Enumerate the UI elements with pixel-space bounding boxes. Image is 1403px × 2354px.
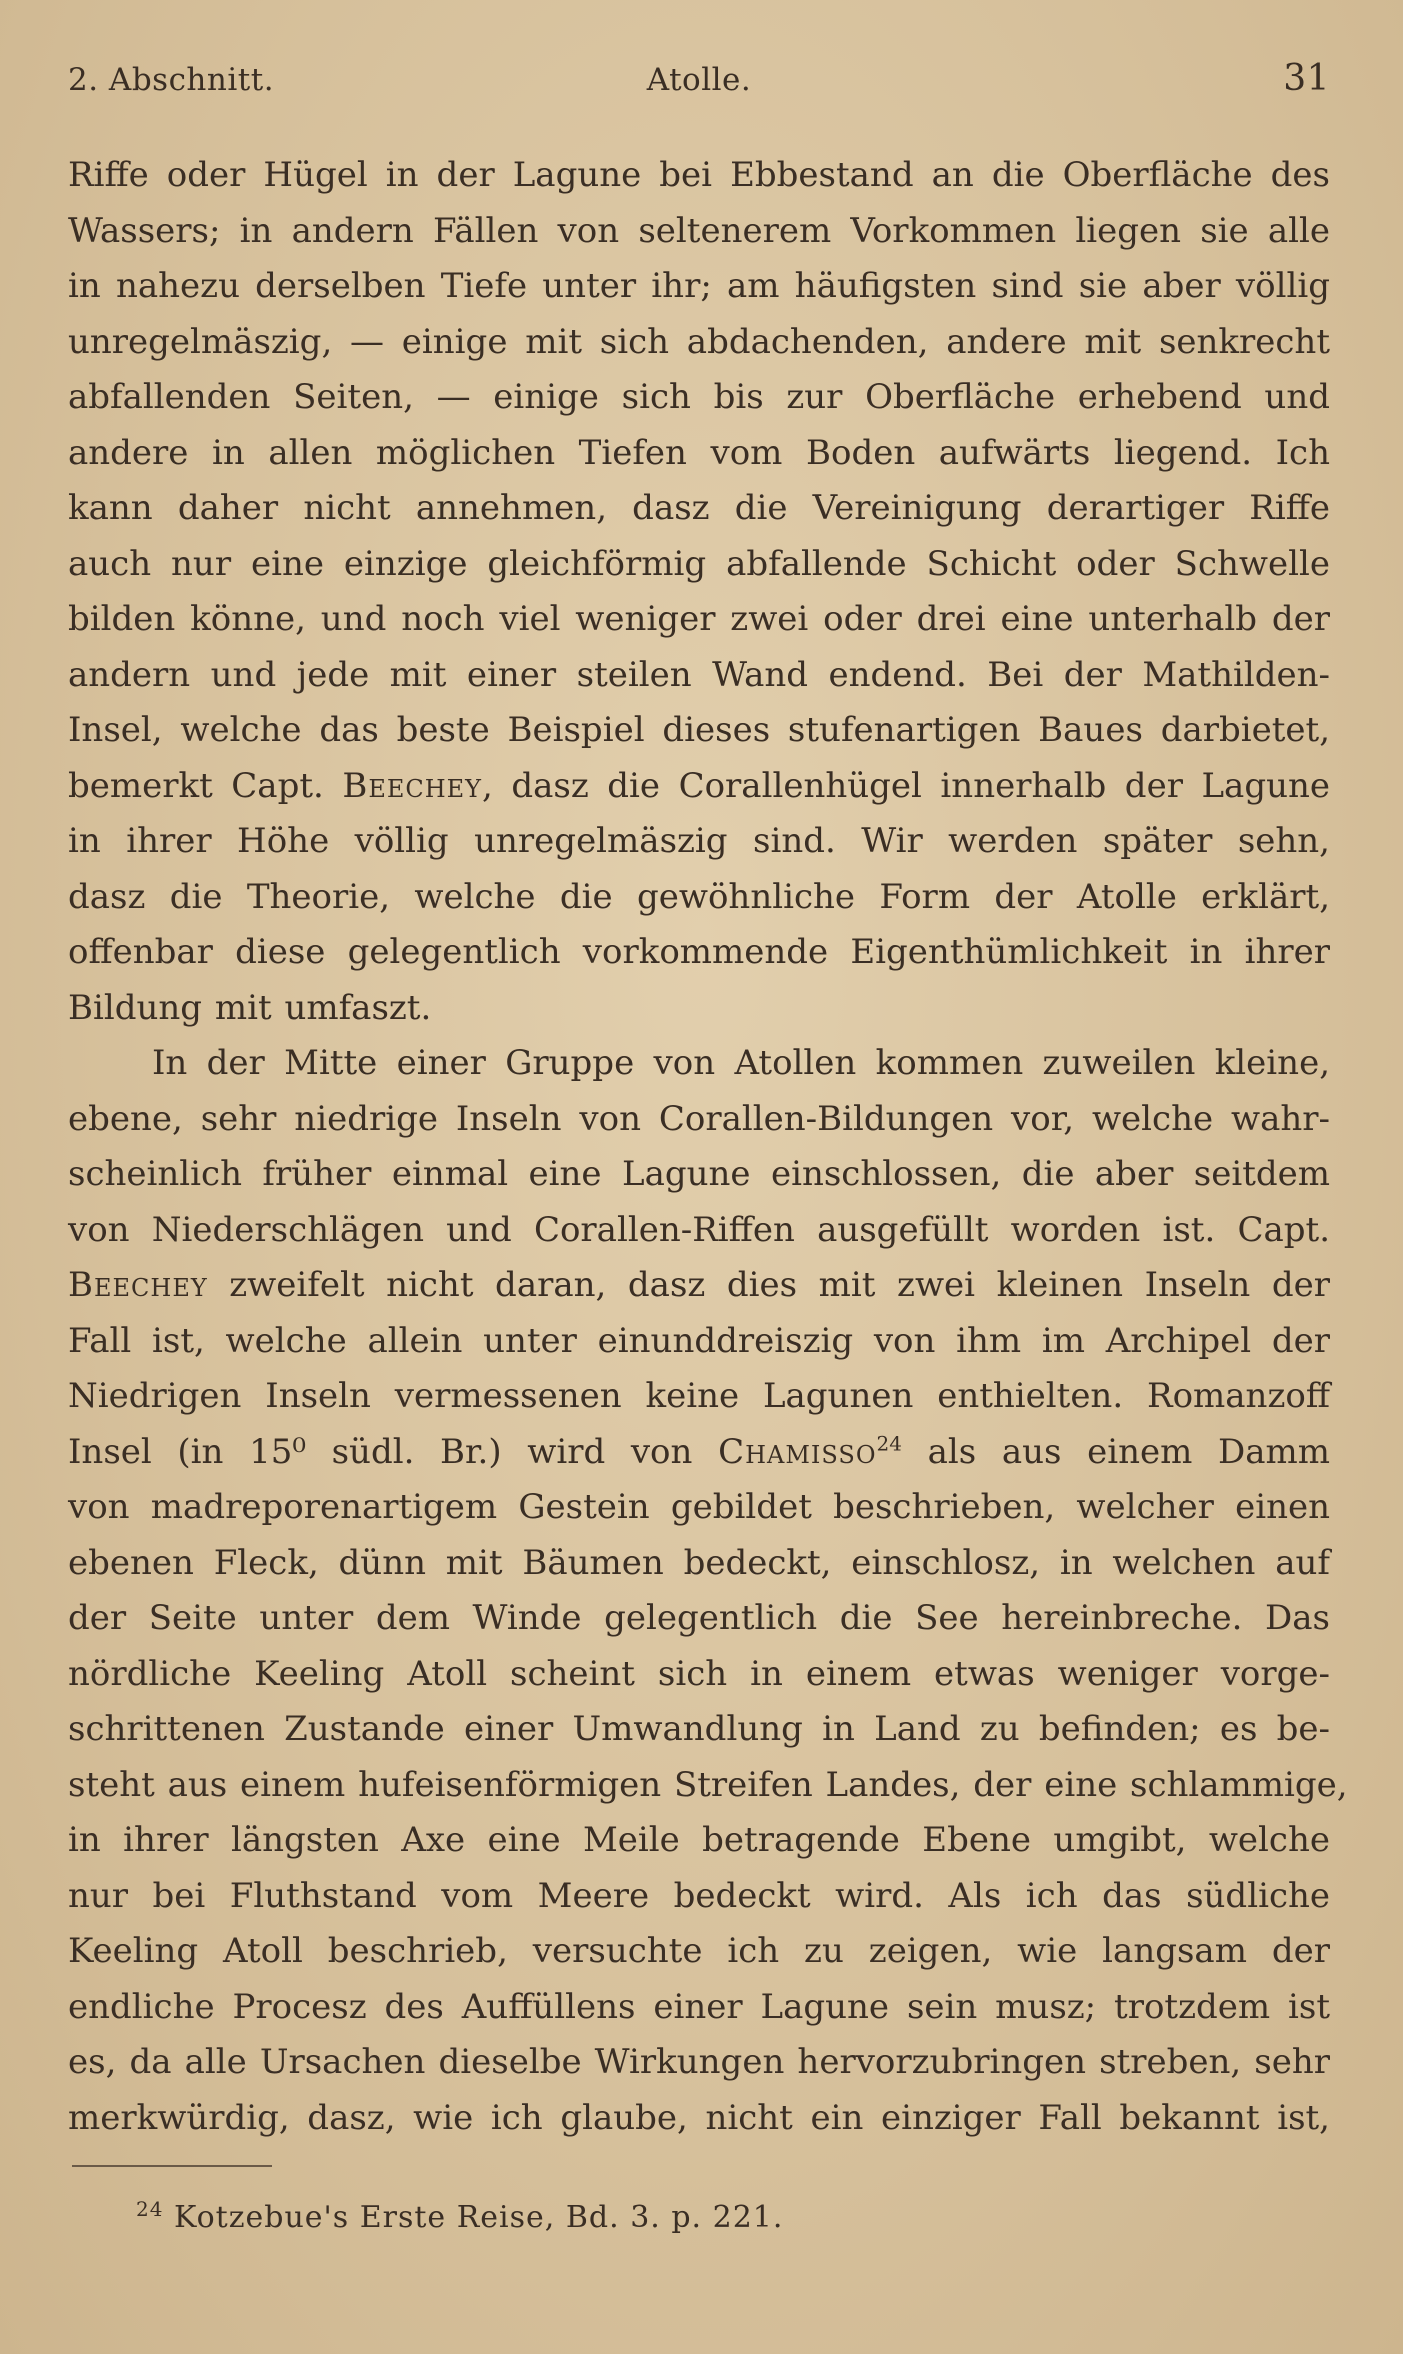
text-line: dasz die Theorie, welche die gewöhnliche Form der Atolle erklärt, <box>68 876 1330 917</box>
body-text <box>68 148 1348 2146</box>
footnote-text: Kotzebue's Erste Reise, Bd. 3. p. 221. <box>163 2200 784 2235</box>
text-fragment: als aus einem Damm <box>901 1431 1330 1472</box>
text-line: in ihrer längsten Axe eine Meile betragende Ebene umgibt, welche <box>68 1820 1330 1860</box>
text-line: bilden könne, und noch viel weniger zwei oder drei eine unterhalb der <box>68 599 1330 639</box>
text-line: endliche Procesz des Auffüllens einer Lagune sein musz; trotzdem ist <box>68 1986 1330 2027</box>
page-number: 31 <box>1283 58 1330 99</box>
text-line: auch nur eine einzige gleichförmig abfallende Schicht oder Schwelle <box>68 543 1330 584</box>
text-line: es, da alle Ursachen dieselbe Wirkungen hervorzubringen streben, sehr <box>68 2042 1330 2082</box>
text-line: kann daher nicht annehmen, dasz die Vereinigung derartiger Riffe <box>68 488 1330 528</box>
text-line <box>68 1258 1330 1314</box>
text-line: in nahezu derselben Tiefe unter ihr; am häufigsten sind sie aber völlig <box>68 266 1330 306</box>
text-line: Bildung mit umfaszt. <box>68 987 432 1028</box>
author-name: Beechey <box>68 1265 208 1305</box>
footnote <box>136 2197 784 2235</box>
text-line: Keeling Atoll beschrieb, versuchte ich zu zeigen, wie langsam der <box>68 1931 1330 1971</box>
text-line: unregelmäszig, — einige mit sich abdachenden, andere mit senkrecht <box>68 321 1330 362</box>
footnote-reference: 24 <box>876 1431 902 1456</box>
running-head <box>68 58 1330 106</box>
section-label: 2. Abschnitt. <box>68 62 275 98</box>
text-line: merkwürdig, dasz, wie ich glaube, nicht ein einziger Fall bekannt ist, <box>68 2097 1330 2138</box>
text-line: nur bei Fluthstand vom Meere bedeckt wird. Als ich das südliche <box>68 1875 1330 1916</box>
text-fragment: Insel (in 15⁰ südl. Br.) wird von <box>68 1431 719 1472</box>
footnote-marker: 24 <box>136 2197 164 2221</box>
text-line: schrittenen Zustande einer Umwandlung in Land zu befinden; es be- <box>68 1709 1330 1749</box>
text-line: Fall ist, welche allein unter einunddreiszig von ihm im Archipel der <box>68 1320 1330 1361</box>
text-line: Insel, welche das beste Beispiel dieses stufenartigen Baues darbietet, <box>68 710 1330 750</box>
author-name: Beechey <box>342 765 483 806</box>
text-line: ebene, sehr niedrige Inseln von Corallen-Bildungen vor, welche wahr- <box>68 1098 1330 1139</box>
text-line: offenbar diese gelegentlich vorkommende Eigenthümlichkeit in ihrer <box>68 932 1330 972</box>
text-fragment: , dasz die Corallenhügel innerhalb der Lagune <box>482 765 1330 806</box>
text-line: andere in allen möglichen Tiefen vom Boden aufwärts liegend. Ich <box>68 432 1330 473</box>
text-line: Niedrigen Inseln vermessenen keine Lagunen enthielten. Romanzoff <box>68 1376 1330 1416</box>
text-line <box>68 759 1330 815</box>
text-line: andern und jede mit einer steilen Wand endend. Bei der Mathilden- <box>68 654 1330 695</box>
text-line: In der Mitte einer Gruppe von Atollen kommen zuweilen kleine, <box>152 1043 1330 1083</box>
text-line: steht aus einem hufeisenförmigen Streifen Landes, der eine schlammige, <box>68 1764 1348 1805</box>
text-line: in ihrer Höhe völlig unregelmäszig sind. Wir werden später sehn, <box>68 821 1330 861</box>
author-name: Chamisso <box>718 1431 877 1472</box>
text-line <box>68 1425 1330 1481</box>
text-line: Wassers; in andern Fällen von seltenerem Vorkommen liegen sie alle <box>68 210 1330 251</box>
text-fragment: bemerkt Capt. <box>68 765 343 806</box>
text-line: von madreporenartigem Gestein gebildet beschrieben, welcher einen <box>68 1487 1330 1527</box>
text-fragment: zweifelt nicht daran, dasz dies mit zwei kleinen Inseln der <box>207 1265 1330 1305</box>
footnote-divider <box>72 2165 272 2167</box>
chapter-title: Atolle. <box>646 62 752 98</box>
text-line: scheinlich früher einmal eine Lagune einschlossen, die aber seitdem <box>68 1154 1330 1194</box>
text-line: nördliche Keeling Atoll scheint sich in einem etwas weniger vorge- <box>68 1653 1330 1694</box>
text-line: der Seite unter dem Winde gelegentlich die See hereinbreche. Das <box>68 1598 1330 1638</box>
text-line: von Niederschlägen und Corallen-Riffen ausgefüllt worden ist. Capt. <box>68 1209 1330 1250</box>
text-line: abfallenden Seiten, — einige sich bis zur Oberfläche erhebend und <box>68 377 1330 417</box>
text-line: Riffe oder Hügel in der Lagune bei Ebbestand an die Oberfläche des <box>68 155 1330 195</box>
text-line: ebenen Fleck, dünn mit Bäumen bedeckt, einschlosz, in welchen auf <box>68 1542 1330 1583</box>
